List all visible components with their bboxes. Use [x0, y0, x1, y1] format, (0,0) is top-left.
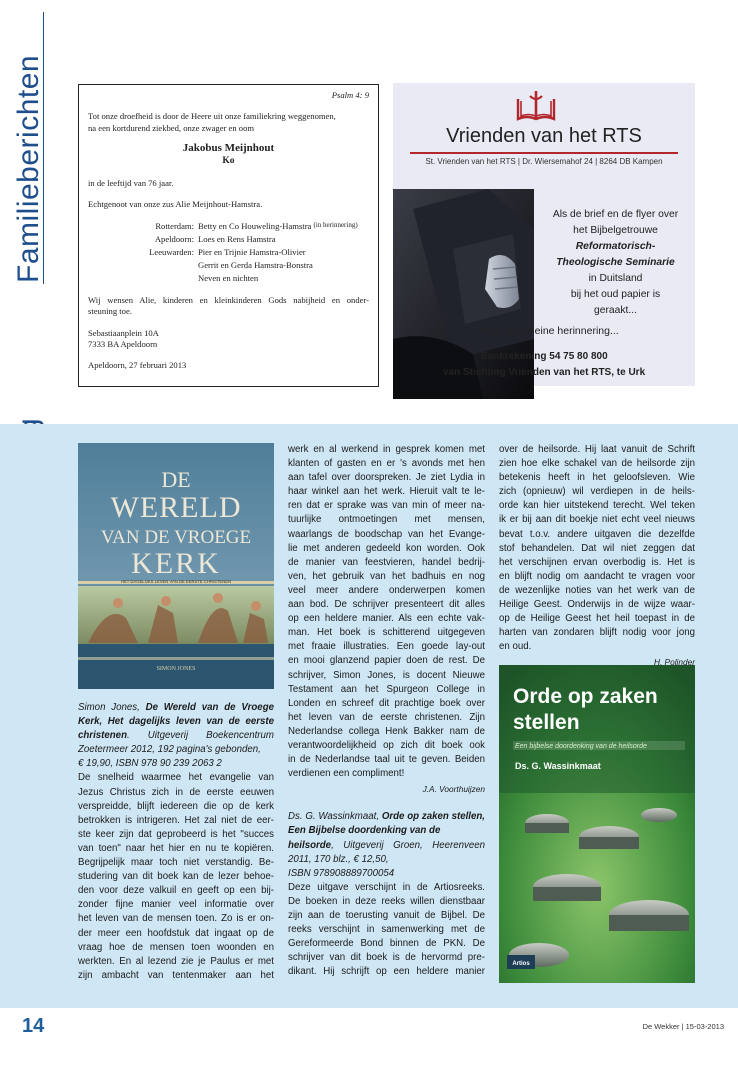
- review2-title: Orde op zaken stellen,: [381, 811, 485, 823]
- review2-body-line: de wezenlijke noties van het werk van de: [499, 584, 695, 596]
- rts-book-cross-logo: [514, 89, 558, 125]
- notice-family-list: [88, 220, 369, 284]
- rts-message-line: bij het oud papier is: [570, 288, 661, 300]
- rts-message-line: het Bijbelgetrouwe: [573, 224, 658, 236]
- review1-body-line: de manier van feestvieren, handel bedrij-: [288, 556, 485, 568]
- review1-meta: . Uitgeverij Boekencentrum: [127, 730, 274, 742]
- review1-body-line: zonder fijne manier veel informatie over: [78, 899, 274, 911]
- cover2-series: Artios: [512, 961, 530, 967]
- review1-citation-line: [78, 715, 274, 729]
- review1-body-line: Testament aan het Spurgeon College in: [288, 683, 485, 695]
- cover2-subtitle: Een bijbelse doordenking van de heilsorde: [515, 743, 647, 750]
- review1-body-line: waarlangs de boodschap van het Evange-: [288, 528, 485, 540]
- family-row: [88, 233, 369, 246]
- review1-body-line: zijn ambacht van tentenmaker aan het: [78, 969, 274, 981]
- review2-body-line: het verschijnen ervan overbodig is. Het is: [499, 556, 695, 568]
- review1-body-line: lie met anderen gedeeld kon worden. Ook: [288, 542, 485, 554]
- family-row: [88, 220, 369, 233]
- family-names: Neven en nichten: [198, 273, 259, 283]
- cover-vroege-kerk-art: [78, 443, 274, 689]
- notice-address: [88, 328, 369, 351]
- rts-bank-line: van Stichting Vrienden van het RTS, te Urk: [442, 367, 646, 378]
- review1-body-line: ste keer zijn dat geprobeerd is het "succes: [78, 828, 274, 840]
- review1-body-line: werk en al werkend in gesprek komen met: [288, 444, 485, 455]
- review1-body-line: klanten of gasten en er 's avonds met hen: [288, 458, 485, 470]
- review1-body-line: veel meer andere onderwerpen komen: [288, 584, 485, 596]
- review1-citation-line: [78, 701, 274, 715]
- family-place: [88, 272, 198, 285]
- review1-title: Kerk, Het dagelijks leven van de eerste: [78, 716, 274, 728]
- review2-meta: ISBN 978908889700054: [288, 867, 395, 879]
- rts-message-line: geraakt...: [594, 304, 637, 316]
- review1-body-line: betrokken is intrigeren. Het zal niet de eer-: [78, 814, 274, 826]
- book-cover-orde-op-zaken: [499, 665, 695, 983]
- rts-bank-info: [393, 349, 695, 381]
- family-place: [88, 259, 198, 272]
- review2-title: Een Bijbelse doordenking van de: [288, 825, 441, 837]
- review1-body-line: De snelheid waarmee het evangelie van: [78, 772, 274, 784]
- review2-body-line: schrijver van dit boek is de hervormd pre-: [288, 952, 485, 964]
- review1-body-line: vraag hoe de mensen toen woonden en: [78, 941, 274, 953]
- notice-psalm: Psalm 4: 9: [331, 90, 369, 100]
- family-place: Leeuwarden:: [149, 247, 194, 258]
- review2-body-line: op de Heilige Geest het heil toepast in de: [499, 613, 695, 625]
- review1-body-line: van toen" naar het hier en nu te kopiëren.: [78, 842, 274, 854]
- rts-reminder: ... even een kleine herinnering...: [469, 325, 619, 337]
- review1-author: Simon Jones,: [78, 702, 146, 713]
- cover2-title-line: stellen: [513, 711, 580, 734]
- family-row: [88, 259, 369, 272]
- family-names: Loes en Rens Hamstra: [198, 234, 276, 245]
- review1-body-line: in de Nederlandse taal uit te geven. Beiden: [288, 754, 485, 766]
- family-names: Betty en Co Houweling-Hamstra: [198, 221, 312, 232]
- review2-body-line: reeks verschijnt in samenwerking met de: [288, 924, 485, 936]
- rts-message: [536, 207, 695, 319]
- review2-meta: 2011, 170 blz., € 12,50,: [288, 853, 389, 865]
- notice-wish-line: Wij wensen Alie, kinderen en kleinkinderen Gods nabijheid en onder-: [88, 294, 369, 305]
- review1-body-line: schrijver, Simon Jones, is docent Nieuwe: [288, 669, 485, 681]
- review2-body-line: zich (opnieuw) wil verdiepen in de heils-: [499, 486, 695, 498]
- review1-body-line: Begrijpelijk maar toch niet verstandig. Be-: [78, 857, 274, 869]
- death-notice: [78, 84, 379, 387]
- review2-body-line: betekenis heeft in het geloofsleven. Wie: [499, 472, 695, 484]
- review1-body-line: ren dat er sprake was van min of meer na-: [288, 500, 485, 512]
- page-number: 14: [22, 1015, 45, 1037]
- cover1-title-line: WERELD: [110, 491, 242, 524]
- cover2-author: Ds. G. Wassinkmaat: [515, 761, 601, 771]
- notice-date: Apeldoorn, 27 februari 2013: [88, 360, 187, 371]
- notice-wish: [88, 295, 369, 318]
- review2-citation-line: [288, 810, 485, 824]
- review1-body-line: en mooi glanzend papier doen de rest. De: [288, 655, 485, 667]
- book-cover-vroege-kerk: [78, 443, 274, 689]
- review2-body-line: bevat t.o.v. andere uitgaven die dezelfde: [499, 528, 695, 540]
- review1-body-line: verdienen een compliment!: [288, 768, 405, 780]
- family-note: (in herinnering): [313, 221, 358, 230]
- review1-body-line: aan bod. De schrijver presenteert dit alles: [288, 599, 485, 611]
- review2-body-line: zien hoe elke schakel van de heilsorde zijn: [499, 458, 695, 470]
- rts-title: Vrienden van het RTS: [446, 125, 642, 147]
- review1-body-line: verspreidde, blijft iedereen die op de kerk: [78, 800, 274, 812]
- review2-body-line: stof behandelen. Dat wil niet zeggen dat: [499, 542, 695, 554]
- review2-body-line: zijn aan de toerusting vanuit de Bijbel. De: [288, 910, 485, 921]
- notice-intro-line: na een kortdurend ziekbed, onze zwager en oom: [88, 122, 255, 133]
- review2-author: Ds. G. Wassinkmaat,: [288, 811, 382, 823]
- review2-body-line: De boeken in deze reeks willen dienstbaar: [288, 895, 485, 907]
- review1-body-line: werkten. En al lezend zie je Paulus er met: [78, 955, 274, 967]
- review1-body-line: Nederlandse collega Henk Bakker nam de: [288, 725, 485, 737]
- review2-body-line: orde kan hier uitstekend terecht. Wel teken: [499, 500, 695, 512]
- review-column-2: [288, 443, 485, 979]
- review2-body-line: Gereformeerde Bond binnen de PKN. De: [288, 938, 485, 950]
- review2-signature: H. Polinder: [653, 657, 695, 668]
- review1-body-line: haar winkel aan het werk. Hieruit valt te le-: [288, 486, 485, 498]
- cover1-title-line: DE: [161, 467, 191, 492]
- review2-body-line: en blijft nodig om aandacht te vragen voor: [499, 570, 695, 582]
- rts-message-bold-line: Reformatorisch-: [575, 240, 656, 252]
- review1-body-line: met fraaie illustraties. Een goede lay-out: [288, 641, 485, 653]
- rts-divider: [410, 152, 678, 154]
- review-column-3: [499, 443, 695, 670]
- review2-body-line: Deze uitgave verschijnt in de Artiosreeks.: [288, 881, 485, 893]
- review1-body-line: aan tafel over doorspreken. Je ziet Lydia in: [288, 472, 485, 484]
- review1-body-line: Londen en schreef dit prachtige boek over: [288, 697, 485, 709]
- review1-body-line: studering van dit boek kan de lezer behoe-: [78, 871, 274, 883]
- cover1-title-line: KERK: [131, 547, 221, 580]
- review2-body-line: over de heilsorde. Hij laat vanuit de Schrift: [499, 444, 695, 455]
- review2-meta: , Uitgeverij Groen, Heerenveen: [331, 839, 485, 851]
- review1-body-line: op een heldere manier. Als een echte vak-: [288, 613, 485, 625]
- review1-body-line: man. Het boek is schitterend uitgegeven: [288, 627, 485, 639]
- notice-spouse: Echtgenoot van onze zus Alie Meijnhout-Hamstra.: [88, 199, 263, 210]
- rts-address: St. Vrienden van het RTS | Dr. Wiersemahof 24 | 8264 DB Kampen: [425, 157, 663, 166]
- review1-meta: € 19,90, ISBN 978 90 239 2063 2: [78, 758, 222, 770]
- review1-body-line: het leven van de mensen toen. Zo is er on-: [78, 913, 274, 925]
- review2-body-line: en oud.: [499, 641, 532, 653]
- cover1-title-line: VAN DE VROEGE: [100, 527, 252, 548]
- rts-message-line: Als de brief en de flyer over: [552, 209, 679, 220]
- cover1-author: SIMON JONES: [156, 666, 196, 672]
- review1-signature: J.A. Voorthuijzen: [422, 784, 485, 795]
- review1-body-line: verantwoordelijkheid op zich dit boek ook: [288, 739, 485, 751]
- review1-body-line: tuurlijke ontmoetingen met mensen,: [288, 514, 485, 526]
- review1-title: De Wereld van de Vroege: [145, 702, 274, 713]
- review1-title: christenen: [78, 730, 127, 742]
- notice-address-line: Sebastiaanplein 10A: [88, 327, 159, 338]
- review1-body-line: ven, het gebruik van het badhuis en nog: [288, 570, 485, 582]
- review2-body-line: ik er bij aan dit boekje niet echt veel nieuws: [499, 514, 695, 526]
- review1-body-line: het leven van de eerste christenen. Zijn: [288, 711, 485, 723]
- review2-body-line: harten van zondaren blijft nodig voor jong: [499, 627, 695, 639]
- review1-citation-line: [78, 729, 274, 743]
- cover1-subtitle: HET DAGELIJKS LEVEN VAN DE EERSTE CHRISTENEN: [120, 579, 232, 584]
- review1-body-line: der meer een hoofdstuk dat ingaat op de: [78, 927, 274, 939]
- paragraph-gap: [288, 796, 485, 810]
- review-column-1: [78, 701, 274, 983]
- notice-wish-line: steuning toe.: [88, 306, 132, 317]
- rts-bank-line: Bankrekening 54 75 80 800: [480, 351, 608, 362]
- family-place: Rotterdam:: [155, 221, 194, 232]
- notice-intro-line: Tot onze droefheid is door de Heere uit onze familiekring weggenomen,: [88, 111, 336, 122]
- notice-nickname: Ko: [222, 156, 235, 167]
- notice-age: in de leeftijd van 76 jaar.: [88, 177, 174, 188]
- review1-body-line: den voor deze valkuil en geeft op een bij-: [78, 885, 274, 897]
- review1-body-line: Jezus Christus zich in de eerste eeuwen: [78, 786, 274, 798]
- family-section-label: Familieberichten: [12, 54, 45, 283]
- cover2-title-line: Orde op zaken: [513, 685, 658, 708]
- page-footer: De Wekker | 15-03-2013: [642, 1022, 724, 1031]
- review2-body-line: dikant. Hij schrijft op een heldere manier: [288, 966, 485, 978]
- review2-title: heilsorde: [288, 839, 332, 851]
- family-row: [88, 246, 369, 259]
- family-names: Gerrit en Gerda Hamstra-Bonstra: [198, 260, 313, 271]
- family-row: [88, 272, 369, 285]
- review2-body-line: Heilige Geest. Onderwijs in de wijze waar-: [499, 599, 695, 611]
- review1-meta: Zoetermeer 2012, 192 pagina's gebonden,: [78, 744, 261, 756]
- notice-intro: [88, 111, 369, 134]
- review2-citation-line: [288, 839, 485, 853]
- notice-name: Jakobus Meijnhout: [182, 142, 275, 155]
- rts-message-line: in Duitsland: [588, 272, 643, 284]
- family-names: Pier en Trijnie Hamstra-Olivier: [198, 247, 306, 258]
- cover-orde-op-zaken-art: [499, 665, 695, 983]
- notice-address-line: 7333 BA Apeldoorn: [88, 338, 158, 349]
- family-place: Apeldoorn:: [154, 234, 194, 245]
- rts-advertisement: [393, 83, 695, 386]
- rts-message-bold-line: Theologische Seminarie: [556, 256, 675, 268]
